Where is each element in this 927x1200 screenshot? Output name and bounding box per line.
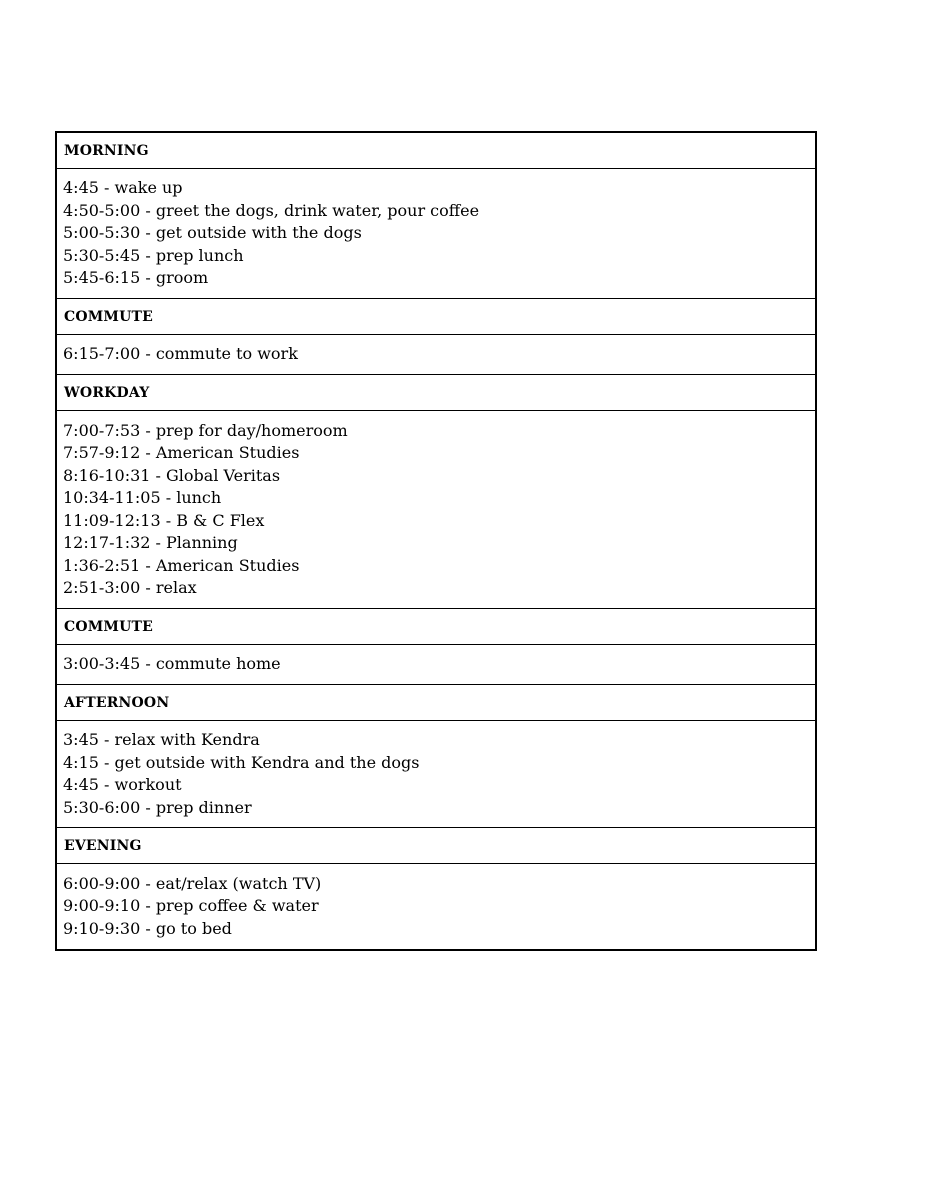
section-header-commute-home: COMMUTE — [57, 609, 815, 645]
section-header-evening: EVENING — [57, 828, 815, 864]
schedule-item: 10:34-11:05 - lunch — [63, 488, 222, 507]
schedule-item: 12:17-1:32 - Planning — [63, 533, 238, 552]
schedule-item: 5:00-5:30 - get outside with the dogs — [63, 223, 362, 243]
section-header-workday: WORKDAY — [57, 375, 815, 411]
schedule-item: 9:00-9:10 - prep coffee & water — [63, 896, 319, 916]
section-body-afternoon — [57, 721, 815, 828]
schedule-item: 2:51-3:00 - relax — [63, 578, 197, 597]
section-body-workday — [57, 411, 815, 609]
schedule-item: 7:57-9:12 - American Studies — [63, 443, 300, 462]
schedule-item: 5:30-5:45 - prep lunch — [63, 245, 244, 265]
schedule-item: 8:16-10:31 - Global Veritas — [63, 465, 281, 485]
schedule-item: 3:45 - relax with Kendra — [63, 730, 260, 749]
section-body-commute-morning — [57, 335, 815, 375]
schedule-item: 11:09-12:13 - B & C Flex — [63, 510, 265, 530]
section-header-morning: MORNING — [57, 133, 815, 169]
schedule-item: 4:15 - get outside with Kendra and the dogs — [63, 752, 420, 772]
section-header-afternoon: AFTERNOON — [57, 685, 815, 721]
schedule-item: 5:30-6:00 - prep dinner — [63, 797, 252, 817]
schedule-item: 3:00-3:45 - commute home — [63, 654, 281, 674]
section-body-morning — [57, 169, 815, 299]
schedule-item: 7:00-7:53 - prep for day/homeroom — [63, 420, 348, 440]
section-header-commute-morning: COMMUTE — [57, 299, 815, 335]
schedule-item: 9:10-9:30 - go to bed — [63, 918, 232, 938]
schedule-item: 5:45-6:15 - groom — [63, 268, 209, 288]
schedule-table — [55, 131, 817, 951]
schedule-item: 4:45 - workout — [63, 775, 182, 794]
schedule-item: 6:15-7:00 - commute to work — [63, 344, 298, 364]
schedule-item: 6:00-9:00 - eat/relax (watch TV) — [63, 873, 322, 893]
schedule-item: 4:45 - wake up — [63, 178, 183, 198]
schedule-item: 4:50-5:00 - greet the dogs, drink water, pour coffee — [63, 200, 480, 220]
section-body-evening — [57, 864, 815, 949]
section-body-commute-home — [57, 645, 815, 685]
schedule-item: 1:36-2:51 - American Studies — [63, 555, 300, 575]
